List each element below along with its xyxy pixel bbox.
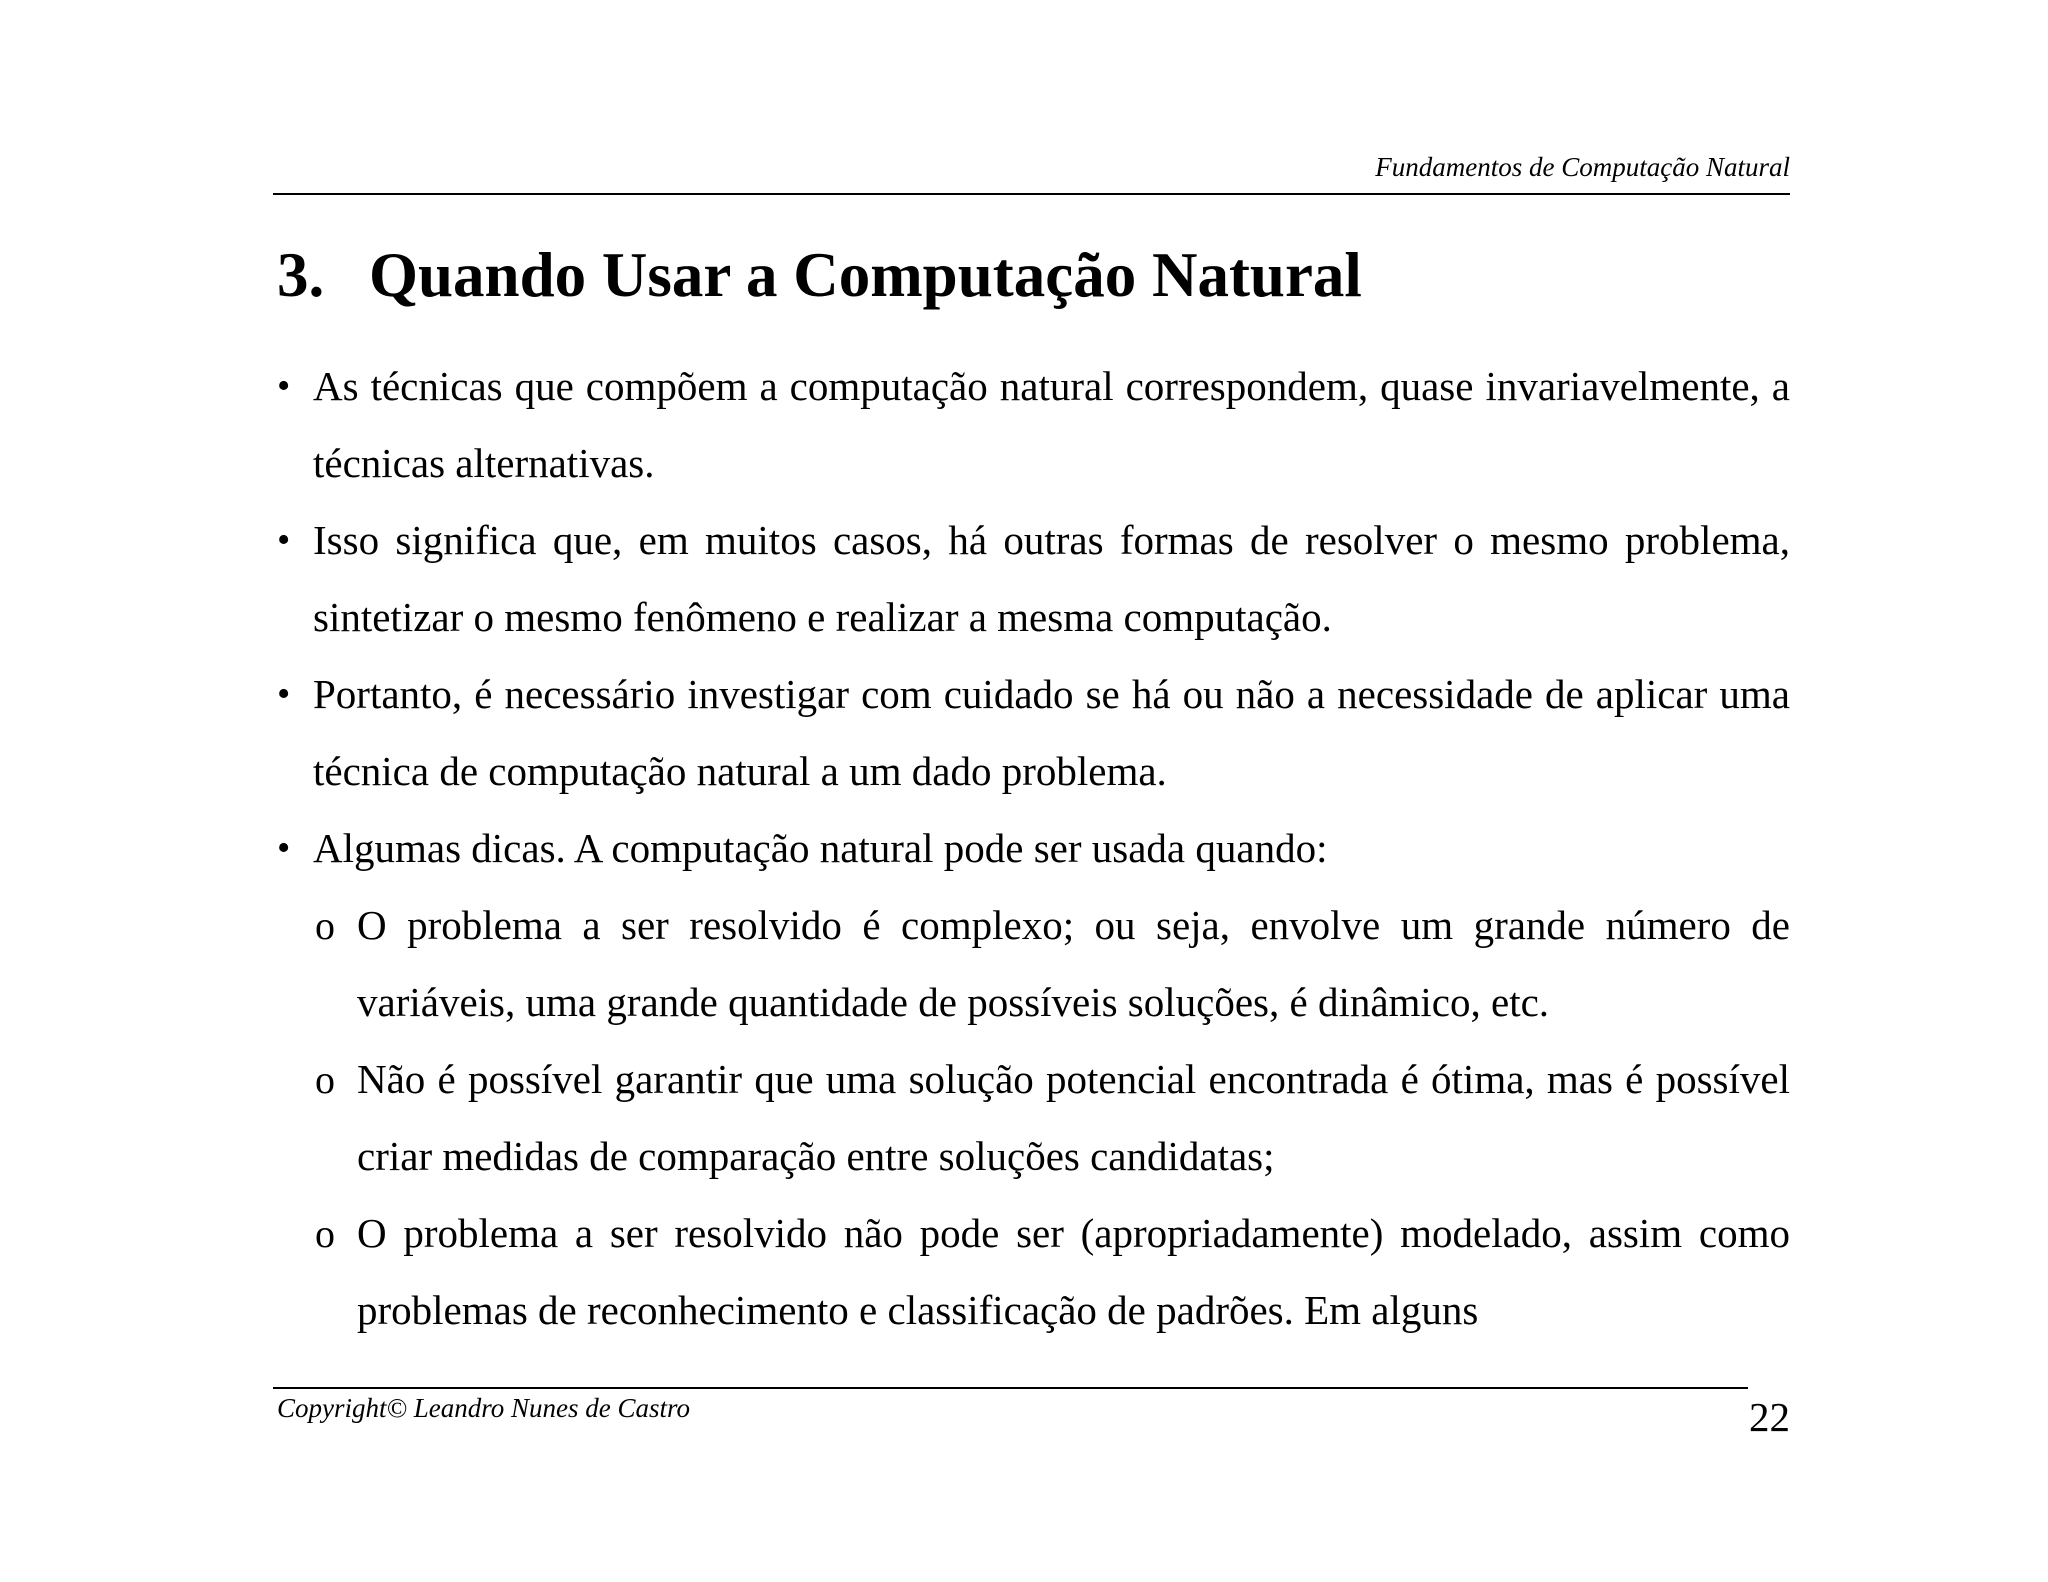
sub-bullet-text: Não é possível garantir que uma solução potencial encontrada é ótima, mas é possível criar medidas de comparação entre soluções candidatas; (357, 1056, 1790, 1179)
section-number: 3. (277, 240, 325, 310)
bullet-item (277, 348, 1790, 502)
bullet-marker: • (277, 827, 291, 869)
sub-bullet-marker: o (315, 1057, 335, 1102)
bullet-item (277, 810, 1790, 887)
copyright-notice: Copyright© Leandro Nunes de Castro (277, 1393, 691, 1423)
bullet-marker: • (277, 673, 291, 715)
bullet-marker: • (277, 519, 291, 561)
bullet-marker: • (277, 365, 291, 407)
section-heading (277, 238, 1362, 314)
bullet-text: Portanto, é necessário investigar com cuidado se há ou não a necessidade de aplicar uma técnica de computação natural a um dado problema. (313, 671, 1790, 794)
running-header: Fundamentos de Computação Natural (1375, 152, 1790, 182)
bullet-item (277, 656, 1790, 810)
page-number: 22 (1749, 1394, 1790, 1440)
bullet-text: Isso significa que, em muitos casos, há outras formas de resolver o mesmo problema, sintetizar o mesmo fenômeno e realizar a mesma computação. (313, 517, 1790, 640)
bullet-item (277, 502, 1790, 656)
footer-rule (273, 1387, 1748, 1389)
sub-bullet-item (277, 887, 1790, 1041)
bullet-text: Algumas dicas. A computação natural pode ser usada quando: (313, 825, 1328, 871)
sub-bullet-marker: o (315, 903, 335, 948)
sub-bullet-item (277, 1041, 1790, 1195)
header-rule (273, 193, 1790, 195)
sub-bullet-text: O problema a ser resolvido não pode ser (apropriadamente) modelado, assim como problemas de reconhecimento e classificação de padrões. Em alguns (357, 1210, 1790, 1333)
sub-bullet-item (277, 1195, 1790, 1349)
sub-bullet-marker: o (315, 1211, 335, 1256)
bullet-text: As técnicas que compõem a computação natural correspondem, quase invariavelmente, a técnicas alternativas. (313, 363, 1790, 486)
sub-bullet-text: O problema a ser resolvido é complexo; ou seja, envolve um grande número de variáveis, uma grande quantidade de possíveis soluções, é dinâmico, etc. (357, 902, 1790, 1025)
body-content (277, 348, 1790, 1349)
section-title: Quando Usar a Computação Natural (369, 240, 1362, 310)
